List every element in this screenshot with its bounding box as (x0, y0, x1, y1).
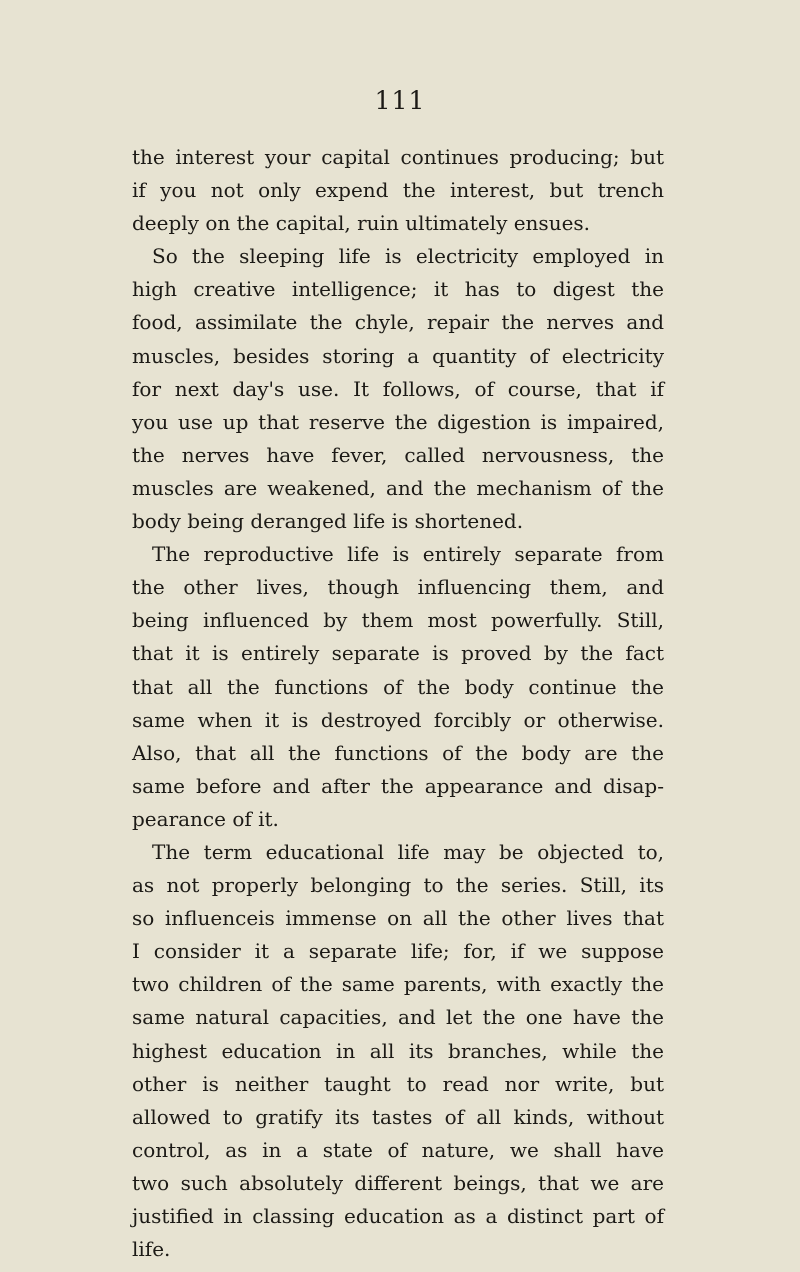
text-line: The reproductive life is entirely separate from (152, 542, 664, 567)
text-line: Also, that all the functions of the body are the (132, 740, 664, 765)
text-line: as not properly belonging to the series. Still, its (132, 873, 664, 898)
text-line: other is neither taught to read nor write, but (132, 1071, 664, 1096)
text-line: the interest your capital continues producing; but (132, 145, 664, 169)
text-line: I consider it a separate life; for, if we suppose (132, 939, 664, 964)
text-line: food, assimilate the chyle, repair the nerves and (132, 310, 664, 335)
text-line: same natural capacities, and let the one have the (132, 1005, 664, 1030)
text-line: muscles are weakened, and the mechanism of the (132, 475, 664, 500)
text-line: same when it is destroyed forcibly or otherwise. (132, 707, 664, 732)
body-text (132, 141, 664, 1266)
text-line: the nerves have fever, called nervousness, the (132, 442, 664, 467)
text-line: control, as in a state of nature, we shall have (132, 1137, 664, 1162)
text-line: life. (132, 1237, 171, 1262)
text-line: so influenceis immense on all the other lives that (132, 906, 664, 931)
text-line: The term educational life may be objected to, (152, 839, 664, 864)
text-line: that all the functions of the body continue the (132, 674, 664, 699)
text-line: two children of the same parents, with exactly the (132, 972, 664, 997)
text-line: that it is entirely separate is proved by the fact (132, 641, 664, 666)
text-line: pearance of it. (132, 806, 279, 831)
text-line: same before and after the appearance and disap- (132, 773, 664, 798)
text-line: body being deranged life is shortened. (132, 509, 524, 534)
text-line: justified in classing education as a distinct part of (132, 1204, 664, 1228)
text-line: highest education in all its branches, while the (132, 1038, 664, 1063)
text-line: you use up that reserve the digestion is impaired, (132, 409, 664, 434)
text-line: two such absolutely different beings, that we are (132, 1170, 664, 1195)
text-line: allowed to gratify its tastes of all kinds, without (132, 1104, 664, 1129)
page-number: 111 (374, 86, 426, 115)
text-line: being influenced by them most powerfully. Still, (132, 608, 664, 633)
text-line: the other lives, though influencing them, and (132, 575, 664, 600)
text-line: deeply on the capital, ruin ultimately ensues. (132, 211, 591, 236)
text-line: high creative intelligence; it has to digest the (132, 277, 664, 302)
text-line: for next day's use. It follows, of course, that if (132, 376, 664, 401)
text-line: muscles, besides storing a quantity of electricity (132, 343, 664, 368)
text-line: So the sleeping life is electricity employed in (152, 244, 664, 269)
text-line: if you not only expend the interest, but trench (132, 178, 664, 203)
